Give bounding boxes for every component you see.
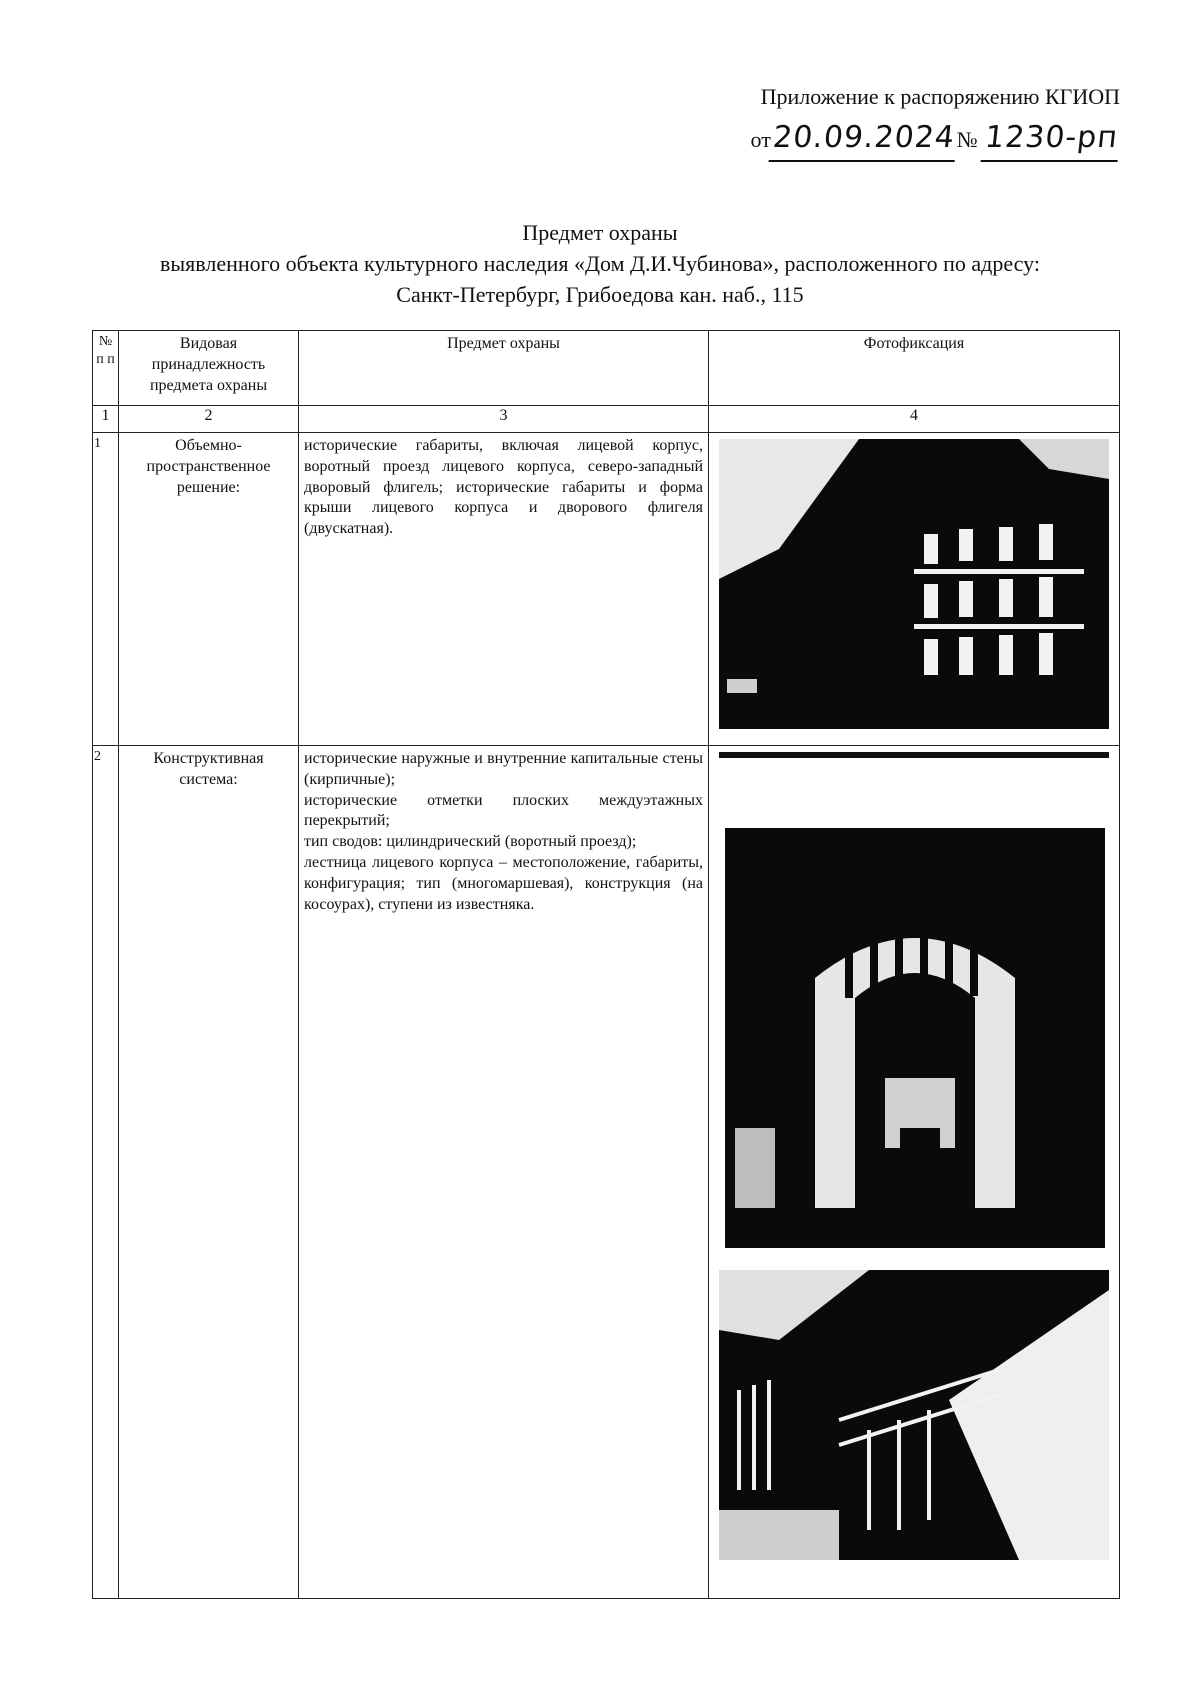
subject-line: исторические наружные и внутренние капитальные стены (кирпичные); <box>304 750 703 788</box>
annex-number: 1230-рп <box>981 115 1123 162</box>
protection-table <box>92 330 1120 1599</box>
column-number: 3 <box>299 406 709 433</box>
table-row <box>93 433 1120 746</box>
subject-line: исторические отметки плоских междуэтажных перекрытий; <box>304 791 703 830</box>
row-number: 2 <box>93 746 119 1599</box>
title-line-3: Санкт-Петербург, Грибоедова кан. наб., 115 <box>396 281 804 307</box>
annex-prefix: от <box>750 127 771 152</box>
header-category: Видовая принадлежность предмета охраны <box>119 331 299 406</box>
annex-title: Приложение к распоряжению КГИОП <box>760 84 1120 109</box>
title-line-2: выявленного объекта культурного наследия «Дом Д.И.Чубинова», расположенного по адресу: <box>160 250 1040 276</box>
row-category: Конструктивная система: <box>119 746 299 1599</box>
annex-number-sign: № <box>956 127 978 152</box>
row-subject: исторические габариты, включая лицевой корпус, воротный проезд лицевого корпуса, северо-западный дворовый флигель; исторические габариты и форма крыши лицевого корпуса и дворового флигеля (двускатная). <box>299 433 709 746</box>
annex-date-line <box>751 115 1120 162</box>
header-photo: Фотофиксация <box>709 331 1120 406</box>
column-number: 2 <box>119 406 299 433</box>
row-photo-cell <box>709 433 1120 746</box>
row-category: Объемно-пространственное решение: <box>119 433 299 746</box>
subject-line: тип сводов: цилиндрический (воротный проезд); <box>304 833 637 851</box>
subject-line: лестница лицевого корпуса – местоположение, габариты, конфигурация; тип (многомаршевая), конструкция (на косоурах), ступени из известняка. <box>304 853 703 913</box>
annex-date: 20.09.2024 <box>768 115 959 162</box>
column-number: 4 <box>709 406 1120 433</box>
document-title <box>0 218 1200 310</box>
header-number: № п п <box>93 331 119 406</box>
annex-header <box>751 80 1120 162</box>
table-row <box>93 746 1120 1599</box>
header-subject: Предмет охраны <box>299 331 709 406</box>
facade-photo <box>719 439 1109 729</box>
table-header-row <box>93 331 1120 406</box>
row-photo-cell <box>709 746 1120 1599</box>
column-number: 1 <box>93 406 119 433</box>
scan-strip <box>719 752 1109 788</box>
row-subject <box>299 746 709 1599</box>
title-line-1: Предмет охраны <box>522 220 678 245</box>
column-number-row <box>93 406 1120 433</box>
row-number: 1 <box>93 433 119 746</box>
archway-photo <box>725 828 1105 1248</box>
staircase-photo <box>719 1270 1109 1560</box>
